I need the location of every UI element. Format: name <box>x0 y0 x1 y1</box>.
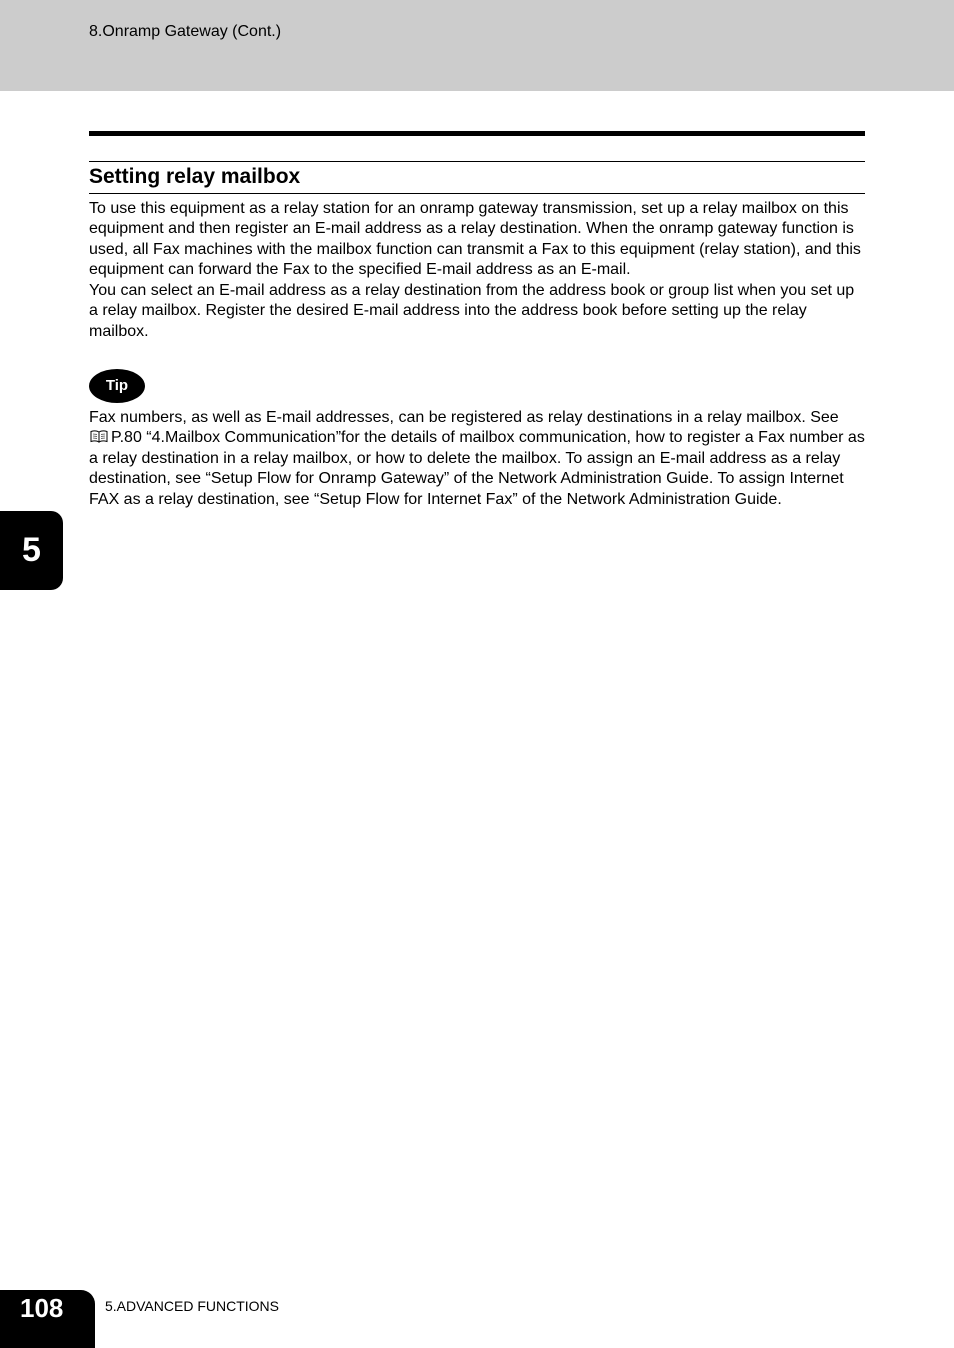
section-title: Setting relay mailbox <box>89 165 301 188</box>
section-heading <box>89 161 865 194</box>
intro-paragraph-2: You can select an E-mail address as a relay destination from the address book or group list when you set up a relay mailbox. Register the desired E-mail address into the address book before setting up the relay mailbox. <box>89 282 855 340</box>
footer-chapter-label: 5.ADVANCED FUNCTIONS <box>105 1298 279 1314</box>
intro-paragraph-1: To use this equipment as a relay station for an onramp gateway transmission, set up a relay mailbox on this equipment and then register an E-mail address as a relay destination. When the onramp gateway function is used, all Fax machines with the mailbox function can transmit a Fax to this equipment (relay station), and this equipment can forward the Fax to the specified E-mail address as an E-mail. <box>89 200 861 279</box>
header-band <box>0 0 954 91</box>
chapter-tab: 5 <box>0 511 63 590</box>
page-number: 108 <box>20 1293 64 1323</box>
running-header-title: 8.Onramp Gateway (Cont.) <box>89 23 282 40</box>
tip-text-after-icon: P.80 “4.Mailbox Communication”for the details of mailbox communication, how to register a Fax number as a relay destination in a relay mailbox, or how to delete the mailbox. To assign an E-mail address as a relay destination, see “Setup Flow for Onramp Gateway” of the Network Administration Guide. To assign Internet FAX as a relay destination, see “Setup Flow for Internet Fax” of the Network Administration Guide. <box>89 429 865 508</box>
tip-badge: Tip <box>89 369 145 403</box>
tip-text-before-icon: Fax numbers, as well as E-mail addresses, can be registered as relay destinations in a relay mailbox. See <box>89 409 839 426</box>
book-reference-icon <box>90 430 108 443</box>
page-number-box <box>0 1290 95 1348</box>
tip-paragraph <box>89 408 865 510</box>
section-divider <box>89 131 865 136</box>
